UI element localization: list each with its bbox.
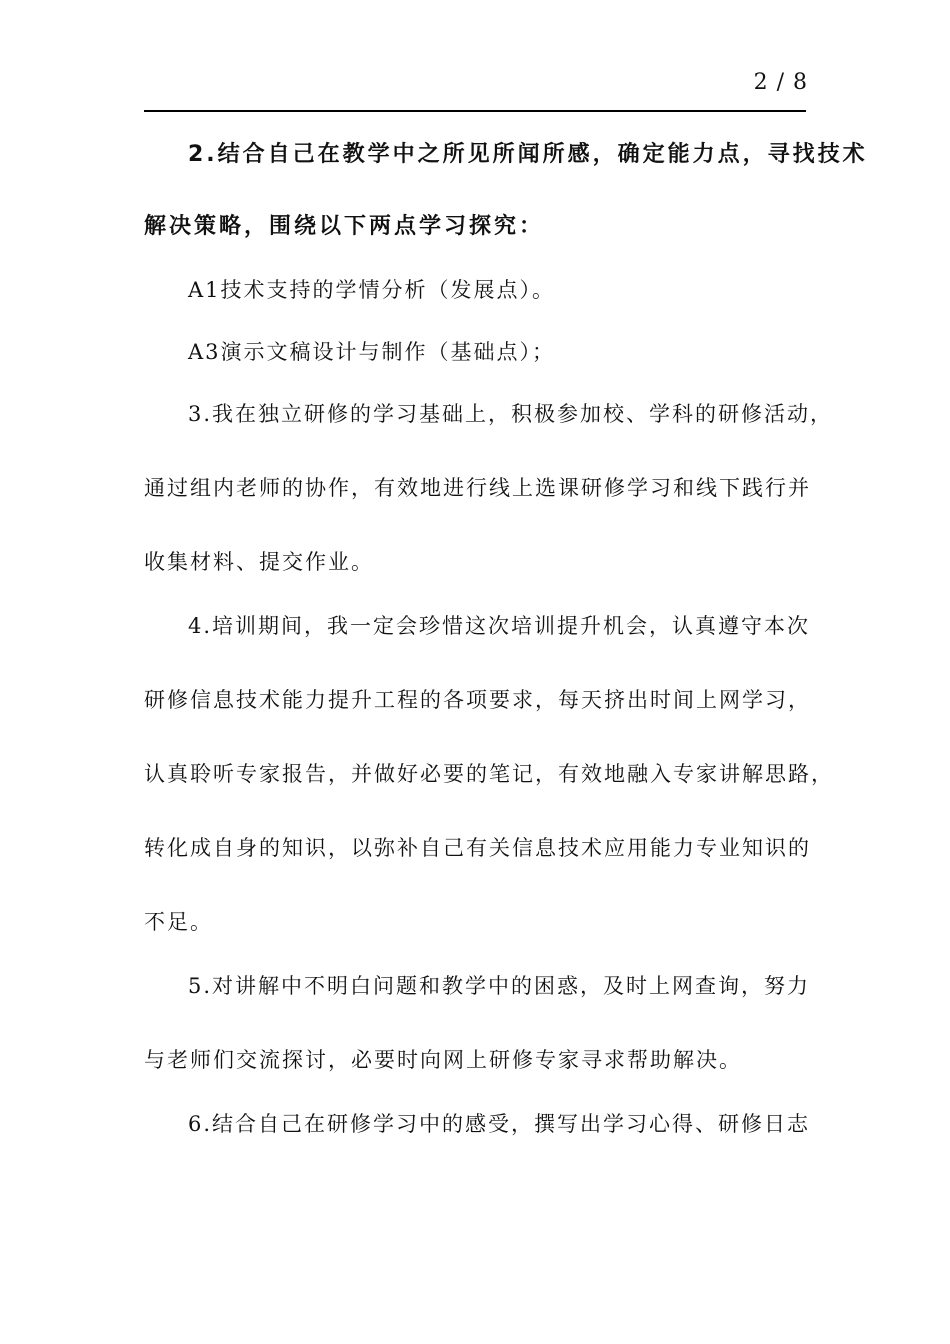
body-line: 转化成自身的知识，以弥补自己有关信息技术应用能力专业知识的 [144, 836, 811, 860]
body-line: 认真聆听专家报告，并做好必要的笔记，有效地融入专家讲解思路， [144, 762, 834, 786]
body-line: 4.培训期间，我一定会珍惜这次培训提升机会，认真遵守本次 [188, 614, 811, 638]
body-line: 2.结合自己在教学中之所见所闻所感，确定能力点，寻找技术 [188, 142, 868, 167]
body-line: 通过组内老师的协作，有效地进行线上选课研修学习和线下践行并 [144, 476, 811, 500]
body-line: 收集材料、提交作业。 [144, 550, 374, 574]
body-line: 不足。 [144, 910, 213, 934]
body-line: 6.结合自己在研修学习中的感受，撰写出学习心得、研修日志 [188, 1112, 811, 1136]
body-line: 3.我在独立研修的学习基础上，积极参加校、学科的研修活动， [188, 402, 834, 426]
header-rule [144, 110, 806, 112]
page-number: 2 / 8 [753, 70, 808, 95]
body-line: A3演示文稿设计与制作（基础点）； [188, 340, 556, 364]
body-line: 5.对讲解中不明白问题和教学中的困惑，及时上网查询，努力 [188, 974, 811, 998]
body-line: A1技术支持的学情分析（发展点）。 [188, 278, 556, 302]
body-line: 与老师们交流探讨，必要时向网上研修专家寻求帮助解决。 [144, 1048, 742, 1072]
body-line: 解决策略，围绕以下两点学习探究： [144, 214, 545, 239]
body-line: 研修信息技术能力提升工程的各项要求，每天挤出时间上网学习， [144, 688, 811, 712]
